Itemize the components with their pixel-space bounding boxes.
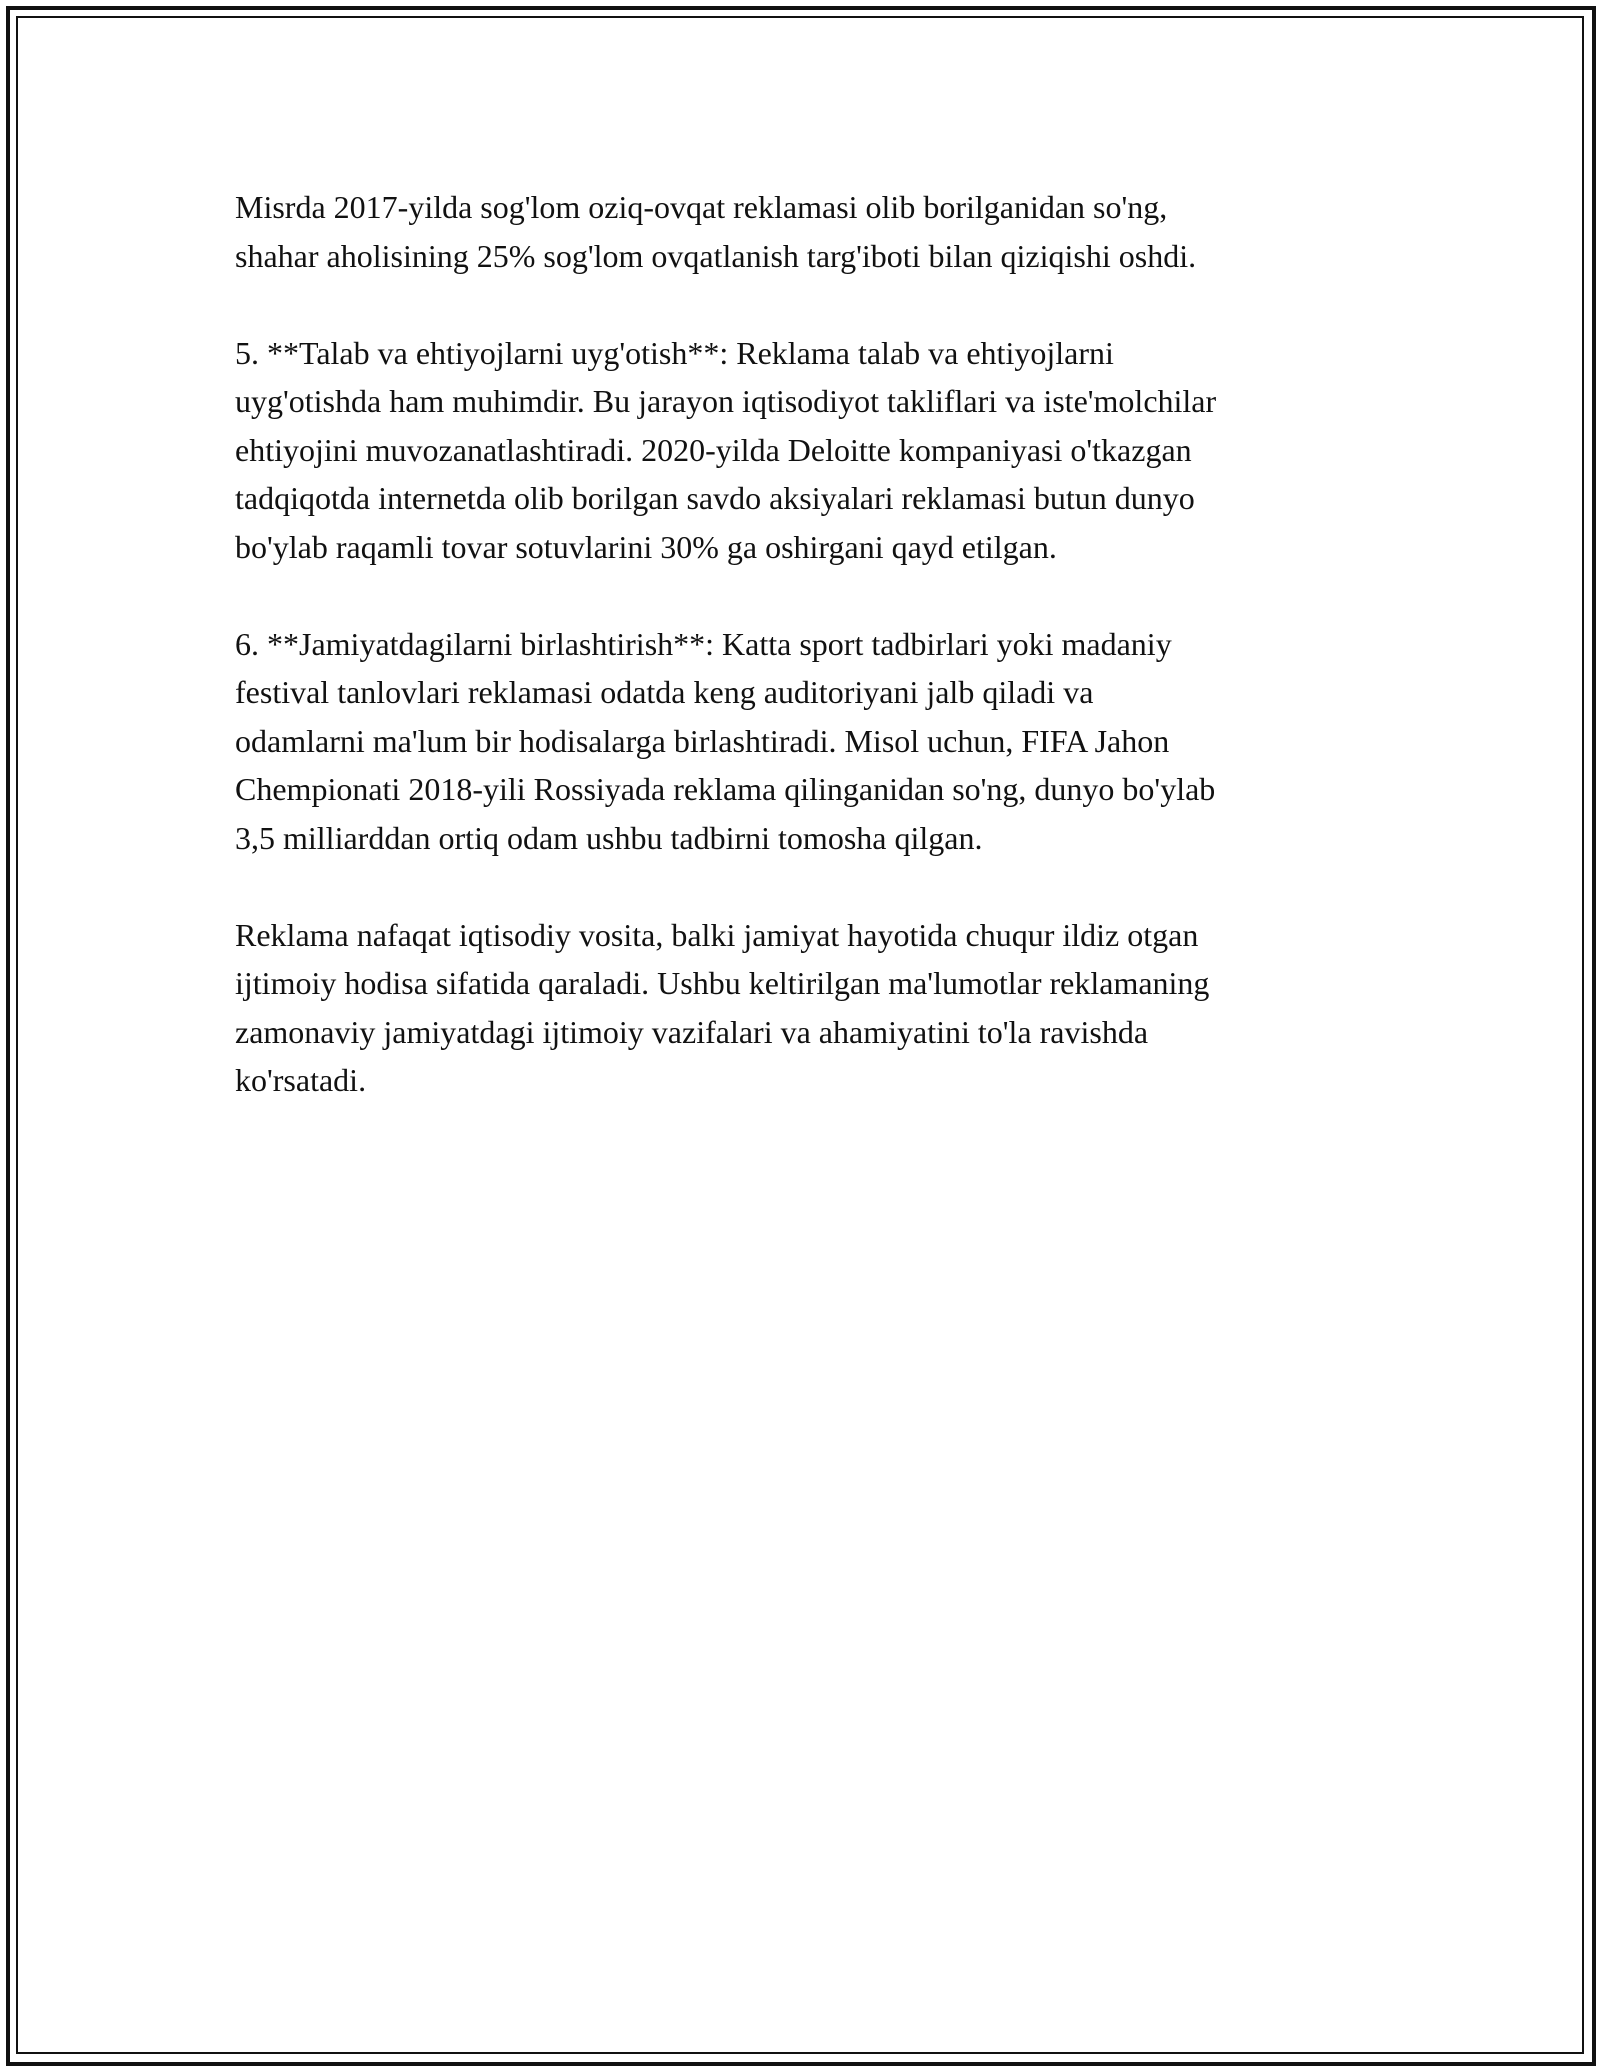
- paragraph-item-5: [235, 329, 1395, 572]
- text-line: zamonaviy jamiyatdagi ijtimoiy vazifalari va ahamiyatini to'la ravishda: [235, 1013, 1149, 1050]
- text-line: 6. **Jamiyatdagilarni birlashtirish**: Katta sport tadbirlari yoki madaniy: [235, 625, 1172, 662]
- text-line: uyg'otishda ham muhimdir. Bu jarayon iqtisodiyot takliflari va iste'molchilar: [235, 383, 1217, 419]
- text-line: ko'rsatadi.: [235, 1062, 367, 1098]
- paragraph-item-6: [235, 620, 1395, 863]
- text-line: bo'ylab raqamli tovar sotuvlarini 30% ga oshirgani qayd etilgan.: [235, 528, 1057, 565]
- text-line: Misrda 2017-yilda sog'lom oziq-ovqat reklamasi olib borilganidan so'ng,: [235, 189, 1168, 225]
- text-line: shahar aholisining 25% sog'lom ovqatlanish targ'iboti bilan qiziqishi oshdi.: [235, 237, 1197, 274]
- text-line: festival tanlovlari reklamasi odatda keng auditoriyani jalb qiladi va: [235, 674, 1094, 710]
- text-line: 5. **Talab va ehtiyojlarni uyg'otish**: Reklama talab va ehtiyojlarni: [235, 334, 1114, 371]
- text-line: odamlarni ma'lum bir hodisalarga birlashtiradi. Misol uchun, FIFA Jahon: [235, 722, 1170, 759]
- text-line: tadqiqotda internetda olib borilgan savdo aksiyalari reklamasi butun dunyo: [235, 480, 1195, 516]
- paragraph-egypt-example: [235, 183, 1395, 280]
- text-line: Reklama nafaqat iqtisodiy vosita, balki jamiyat hayotida chuqur ildiz otgan: [235, 916, 1199, 953]
- text-line: ijtimoiy hodisa sifatida qaraladi. Ushbu keltirilgan ma'lumotlar reklamaning: [235, 965, 1210, 1001]
- text-line: Chempionati 2018-yili Rossiyada reklama qilinganidan so'ng, dunyo bo'ylab: [235, 771, 1216, 807]
- paragraph-conclusion: [235, 911, 1395, 1105]
- document-body: [235, 183, 1395, 1153]
- text-line: 3,5 milliarddan ortiq odam ushbu tadbirni tomosha qilgan.: [235, 819, 983, 856]
- text-line: ehtiyojini muvozanatlashtiradi. 2020-yilda Deloitte kompaniyasi o'tkazgan: [235, 431, 1192, 468]
